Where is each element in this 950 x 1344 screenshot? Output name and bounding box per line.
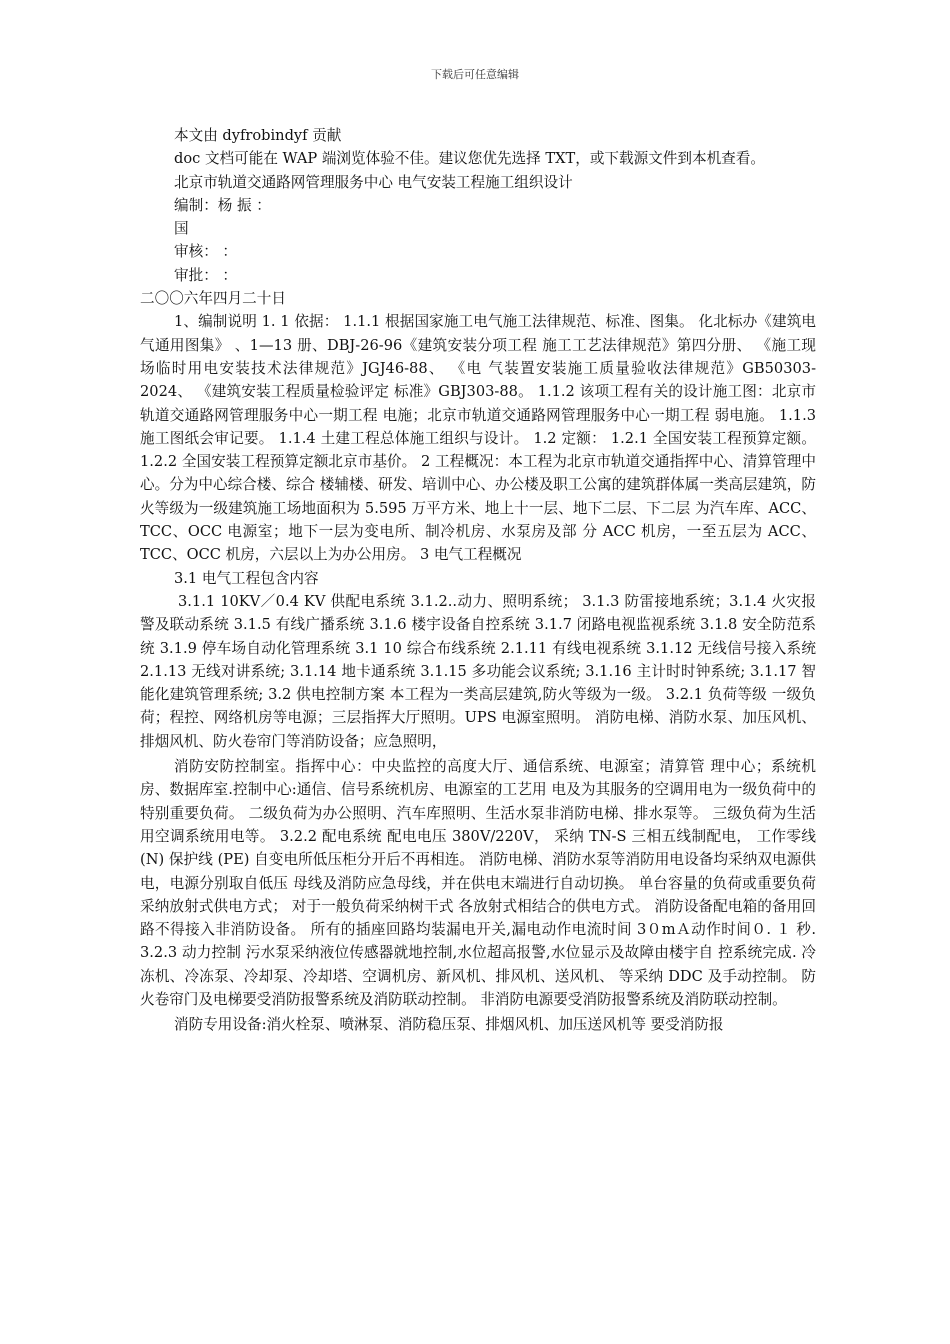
reviewer-line: 审核： ：: [174, 243, 238, 261]
document-body: [140, 124, 816, 1037]
paragraph-fire-equipment: 消防专用设备:消火栓泵、喷淋泵、消防稳压泵、排烟风机、加压送风机等 要受消防报: [174, 1016, 724, 1034]
notice-line: doc 文档可能在 WAP 端浏览体验不佳。建议您优先选择 TXT，或下载源文件到本机查看。: [174, 150, 765, 168]
editor-line: 编制：杨 振 ：: [174, 196, 271, 214]
paragraph-electrical-systems: 3.1.1 10KV／0.4 KV 供配电系统 3.1.2..动力、照明系统； 3.1.3 防雷接地系统；3.1.4 火灾报警及联动系统 3.1.5 有线广播系统 3.1.6 楼宇设备自控系统 3.1.7 闭路电视监视系统 3.1.8 安全防范系统 3.1.9 停车场自动化管理系统 3.1 10 综合布线系统 2.1.11 有线电视系统 3.1.12 无线信号接入系统 2.1.13 无线对讲系统; 3.1.14 地卡通系统 3.1.15 多功能会议系统; 3.1.16 主计时时钟系统; 3.1.17 智能化建筑管理系统; 3.2 供电控制方案 本工程为一类高层建筑,防火等级为一级。 3.2.1 负荷等级 一级负荷；程控、网络机房等电源；三层指挥大厅照明。UPS 电源室照明。 消防电梯、消防水泵、加压风机、排烟风机、防火卷帘门等消防设备；应急照明，: [140, 592, 816, 750]
page-header: 下载后可任意编辑: [431, 68, 519, 81]
contributor-line: 本文由 dyfrobindyf 贡献: [174, 127, 342, 144]
date-line: 二〇〇六年四月二十日: [140, 290, 286, 308]
editor-line-continued: 国: [174, 220, 189, 238]
paragraph-compilation: 1、编制说明 1. 1 依据： 1.1.1 根据国家施工电气施工法律规范、标准、图集。 化北标办《建筑电气通用图集》 、1—13 册、DBJ-26-96《建筑安装分项工程 施工工艺法律规范》第四分册、 《施工现场临时用电安装技术法律规范》JGJ46-88、 《电 气装置安装施工质量验收法律规范》GB50303-2024、 《建筑安装工程质量检验评定 标准》GBJ303-88。 1.1.2 该项工程有关的设计施工图：北京市轨道交通路网管理服务中心一期工程 电施；北京市轨道交通路网管理服务中心一期工程 弱电施。 1.1.3 施工图纸会审记要。 1.1.4 土建工程总体施工组织与设计。 1.2 定额： 1.2.1 全国安装工程预算定额。 1.2.2 全国安装工程预算定额北京市基价。 2 工程概况：本工程为北京市轨道交通指挥中心、清算管理中心。分为中心综合楼、综合 楼辅楼、研发、培训中心、办公楼及职工公寓的建筑群体属一类高层建筑，防 火等级为一级建筑施工场地面积为 5.595 万平方米、地上十一层、地下二层、下二层 为汽车库、ACC、TCC、OCC 电源室；地下一层为变电所、制冷机房、水泵房及部 分 ACC 机房，一至五层为 ACC、TCC、OCC 机房，六层以上为办公用房。 3 电气工程概况: [140, 313, 816, 564]
approver-line: 审批： ：: [174, 266, 238, 284]
section-heading-3-1: 3.1 电气工程包含内容: [174, 569, 319, 587]
paragraph-power-distribution: 消防安防控制室。指挥中心：中央监控的高度大厅、通信系统、电源室；清算管 理中心；系统机房、数据库室.控制中心:通信、信号系统机房、电源室的工艺用 电及为其服务的空调用电为一级负荷中的特别重要负荷。 二级负荷为办公照明、汽车库照明、生活水泵非消防电梯、排水泵等。 三级负荷为生活用空调系统用电等。 3.2.2 配电系统 配电电压 380V/220V， 采纳 TN-S 三相五线制配电， 工作零线 (N) 保护线 (PE) 自变电所低压柜分开后不再相连。 消防电梯、消防水泵等消防用电设备均采纳双电源供电，电源分别取自低压 母线及消防应急母线，并在供电末端进行自动切换。 单台容量的负荷或重要负荷采纳放射式供电方式； 对于一般负荷采纳树干式 各放射式相结合的供电方式。 消防设备配电箱的备用回路不得接入非消防设备。 所有的插座回路均装漏电开关,漏电动作电流时间 3０mＡ动作时间０. １ 秒. 3.2.3 动力控制 污水泵采纳液位传感器就地控制,水位超高报警,水位显示及故障由楼宇自 控系统完成. 冷冻机、冷冻泵、冷却泵、冷却塔、空调机房、新风机、排风机、送风机、 等采纳 DDC 及手动控制。 防火卷帘门及电梯要受消防报警系统及消防联动控制。 非消防电源要受消防报警系统及消防联动控制。: [140, 758, 816, 1008]
document-title: 北京市轨道交通路网管理服务中心 电气安装工程施工组织设计: [174, 173, 573, 191]
